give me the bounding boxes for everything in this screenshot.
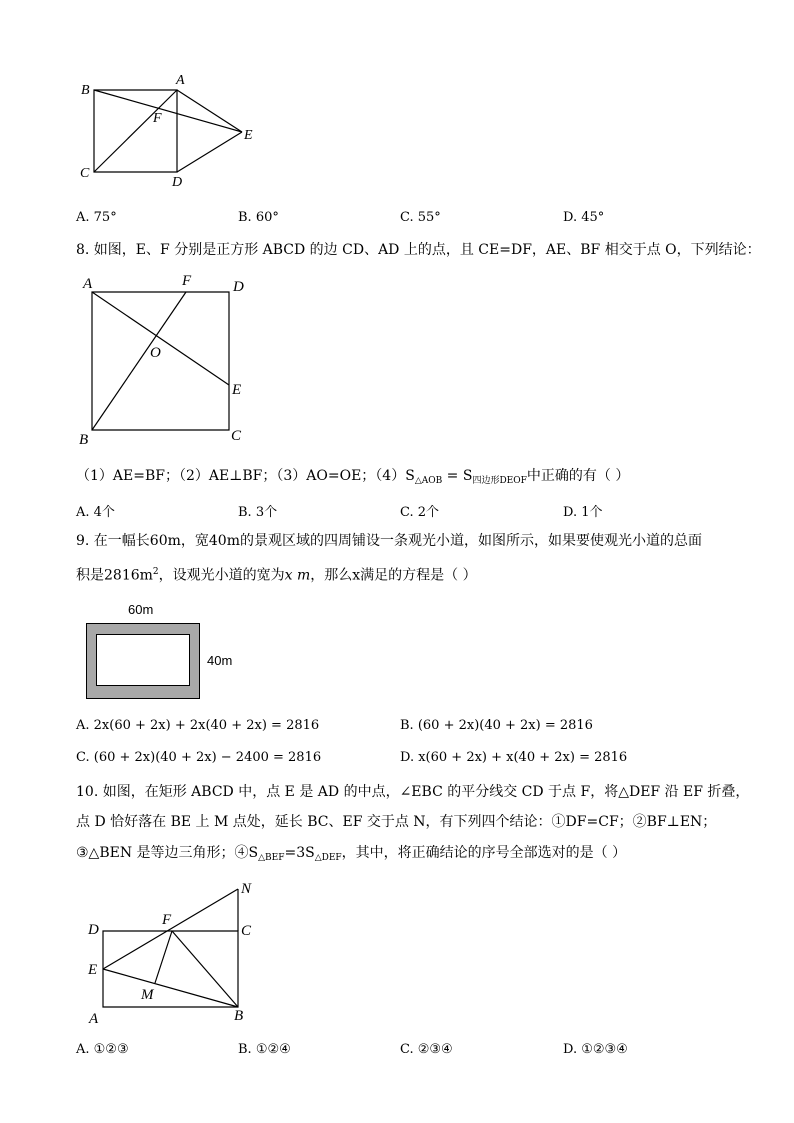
q9-width-label: 60m [128,602,154,617]
q10-label-b: B [234,1008,244,1024]
q7-option-d[interactable]: D. 45° [563,210,605,225]
q8-conclusions-suffix: 中正确的有（ ） [526,468,630,484]
q10-option-c[interactable]: C. ②③④ [400,1042,453,1057]
q10-figure [80,876,270,1028]
q7-figure [74,70,264,190]
q10-label-a: A [89,1011,99,1027]
q8-label-b: B [79,432,89,448]
q8-stem: 8. 如图，E、F 分别是正方形 ABCD 的边 CD、AD 上的点，且 CE=DF，AE、BF 相交于点 O，下列结论： [76,242,761,258]
q7-label-e: E [244,128,253,143]
q9-stem-line1: 9. 在一幅长60m，宽40m的景观区域的四周铺设一条观光小道，如图所示，如果要使观光小道的总面 [76,533,702,549]
q10-stem-line2: 点 D 恰好落在 BE 上 M 点处，延长 BC、EF 交于点 N，有下列四个结论：①DF=CF；②BF⊥EN； [76,814,717,830]
q8-label-f: F [182,273,192,289]
q8-option-d[interactable]: D. 1个 [563,505,603,520]
q7-option-b[interactable]: B. 60° [238,210,279,225]
q10-label-m: M [141,987,154,1003]
q9-option-d[interactable]: D. x(60 + 2x) + x(40 + 2x) = 2816 [400,750,628,765]
q10-stem-line3-part1: ③△BEN 是等边三角形；④S [76,845,259,861]
q9-width-var: x m [284,567,311,584]
q8-label-e: E [232,382,242,398]
q7-option-a[interactable]: A. 75° [76,210,117,225]
q10-option-b[interactable]: B. ①②④ [238,1042,291,1057]
q10-label-n: N [241,881,252,897]
q10-label-c: C [241,923,252,939]
q8-square [92,292,229,430]
q10-line-fb [172,931,238,1007]
q8-label-d: D [233,279,244,295]
q10-area-sub2: △DEF [314,853,342,863]
q9-stem-tail: ，那么x满足的方程是（ ） [310,567,477,584]
q7-label-b: B [81,83,90,98]
q8-line-bf [92,292,186,430]
q9-figure-outer [86,623,200,699]
q10-option-a[interactable]: A. ①②③ [76,1042,129,1057]
q8-area-s1: S [405,468,415,484]
q10-label-d: D [88,922,99,938]
q10-line-fm [155,931,172,983]
q9-area-value: 积是2816m [76,567,153,584]
q7-line-ae [177,90,242,132]
q9-option-c[interactable]: C. (60 + 2x)(40 + 2x) − 2400 = 2816 [76,750,322,765]
q10-line-en [103,889,238,969]
q8-label-a: A [83,276,93,292]
q10-rectangle [103,931,238,1007]
q9-stem-text: ，设观光小道的宽为 [158,567,285,584]
q8-figure [74,268,264,450]
q9-stem-line2 [76,562,477,586]
q8-line-ae [92,292,229,385]
q8-label-o: O [150,345,161,361]
q8-label-c: C [231,428,242,444]
q10-stem-line3-part2: =3S [284,845,315,861]
q9-figure-inner [96,634,190,686]
q9-area-sup: 2 [152,567,159,577]
q7-label-c: C [80,166,90,181]
q7-label-a: A [176,73,185,88]
q10-label-e: E [88,962,98,978]
q8-conclusions-prefix: （1）AE=BF；（2）AE⊥BF；（3）AO=OE；（4） [76,468,406,484]
q9-option-b[interactable]: B. (60 + 2x)(40 + 2x) = 2816 [400,718,593,733]
q10-area-sub1: △BEF [258,853,285,863]
q8-option-b[interactable]: B. 3个 [238,505,278,520]
q7-label-d: D [172,175,183,190]
q9-option-a[interactable]: A. 2x(60 + 2x) + 2x(40 + 2x) = 2816 [76,718,320,733]
q8-option-a[interactable]: A. 4个 [76,505,115,520]
q7-label-f: F [153,111,162,126]
q10-stem-line3-part3: ，其中，将正确结论的序号全部选对的是（ ） [341,845,627,861]
q8-option-c[interactable]: C. 2个 [400,505,440,520]
q7-line-be [94,90,242,132]
q9-height-label: 40m [207,653,233,668]
q8-area-eq: = S [442,468,473,484]
q8-conclusions [76,466,629,491]
q8-area-s2-sub: 四边形DEOF [472,476,527,486]
q10-option-d[interactable]: D. ①②③④ [563,1042,628,1057]
q10-stem-line1: 10. 如图，在矩形 ABCD 中，点 E 是 AD 的中点，∠EBC 的平分线交 CD 于点 F，将△DEF 沿 EF 折叠， [76,784,750,800]
q7-option-c[interactable]: C. 55° [400,210,441,225]
q10-stem-line3 [76,843,626,868]
q7-line-de [177,132,242,172]
q10-line-eb [103,969,238,1007]
q8-area-s1-sub: △AOB [414,476,443,486]
q10-label-f: F [162,912,172,928]
